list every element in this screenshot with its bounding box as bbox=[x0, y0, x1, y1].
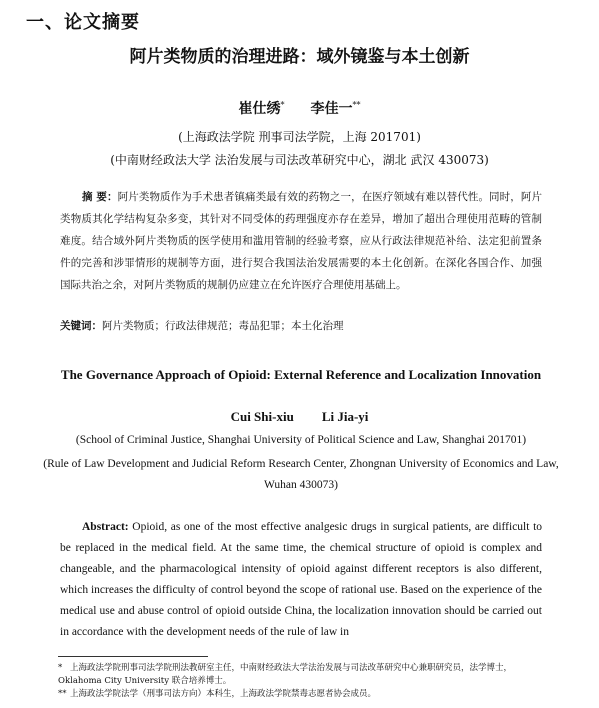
footnote-2-text: 上海政法学院法学（刑事司法方向）本科生，上海政法学院禁毒志愿者协会成员。 bbox=[70, 689, 377, 699]
footnote-2-mark: ** bbox=[58, 689, 67, 699]
english-author-1: Cui Shi-xiu bbox=[230, 409, 294, 424]
chinese-keywords bbox=[60, 318, 542, 333]
chinese-author-1: 崔仕绣 bbox=[238, 101, 281, 117]
footnote-1-mark: * bbox=[58, 663, 63, 673]
chinese-affiliation-1: (上海政法学院 刑事司法学院，上海 201701) bbox=[178, 130, 421, 144]
footnote-1 bbox=[58, 662, 544, 688]
chinese-keywords-label: 关键词： bbox=[60, 320, 102, 332]
chinese-authors bbox=[0, 98, 599, 118]
author-1-footnote-mark: * bbox=[280, 100, 285, 110]
chinese-author-2: 李佳一 bbox=[310, 101, 353, 117]
chinese-abstract bbox=[60, 186, 542, 296]
english-abstract bbox=[60, 517, 542, 643]
english-abstract-label: Abstract: bbox=[82, 521, 129, 533]
author-2-footnote-mark: ** bbox=[352, 100, 361, 110]
chinese-abstract-text: 阿片类物质作为手术患者镇痛类最有效的药物之一，在医疗领域有难以替代性。同时，阿片类物质其化学结构复杂多变，其针对不同受体的药理强度亦存在差异，增加了超出合理使用范畴的管制难度。结合域外阿片类物质的医学使用和滥用管制的经验考察，应从行政法律规范补给、法定犯前置条件的完善和涉罪情形的规制等方面，进行契合我国法治发展需要的本土化创新。在深化各国合作、加强国际共治之余，对阿片类物质的规制仍应建立在允许医疗合理使用基础上。 bbox=[60, 191, 543, 291]
chinese-keywords-text: 阿片类物质；行政法律规范；毒品犯罪；本土化治理 bbox=[102, 320, 344, 332]
footnotes bbox=[58, 662, 544, 701]
footnote-2 bbox=[58, 688, 544, 701]
footnote-1-text: 上海政法学院刑事司法学院刑法教研室主任，中南财经政法大学法治发展与司法改革研究中心兼职研究员，法学博士，Oklahoma City University 联合培养博士。 bbox=[58, 663, 513, 686]
chinese-title: 阿片类物质的治理进路：域外镜鉴与本土创新 bbox=[129, 47, 470, 67]
chinese-abstract-label: 摘 要： bbox=[82, 191, 118, 203]
english-affiliation-1: (School of Criminal Justice, Shanghai University of Political Science and Law, Shanghai 201701) bbox=[75, 434, 527, 446]
english-affiliation-2: (Rule of Law Development and Judicial Reform Research Center, Zhongnan University of Economics and Law, Wuhan 430073) bbox=[43, 458, 559, 491]
footnote-divider bbox=[58, 656, 208, 657]
english-author-2: Li Jia-yi bbox=[321, 409, 369, 424]
english-authors bbox=[0, 409, 599, 425]
english-title: The Governance Approach of Opioid: External Reference and Localization Innovation bbox=[60, 367, 542, 382]
section-heading: 一、论文摘要 bbox=[26, 12, 140, 33]
english-abstract-text: Opioid, as one of the most effective analgesic drugs in surgical patients, are difficult to be replaced in the medical field. At the same time, the chemical structure of opioid is complex and changeable, and the pharmacological intensity of opioid against different receptors is also different, which increases the difficulty of control beyond the scope of rational use. Based on the experience of the medical use and abuse control of opioid outside China, the localization innovation should be carried out in accordance with the development needs of the rule of law in bbox=[60, 521, 543, 638]
chinese-affiliation-2: (中南财经政法大学 法治发展与司法改革研究中心，湖北 武汉 430073) bbox=[110, 153, 489, 167]
